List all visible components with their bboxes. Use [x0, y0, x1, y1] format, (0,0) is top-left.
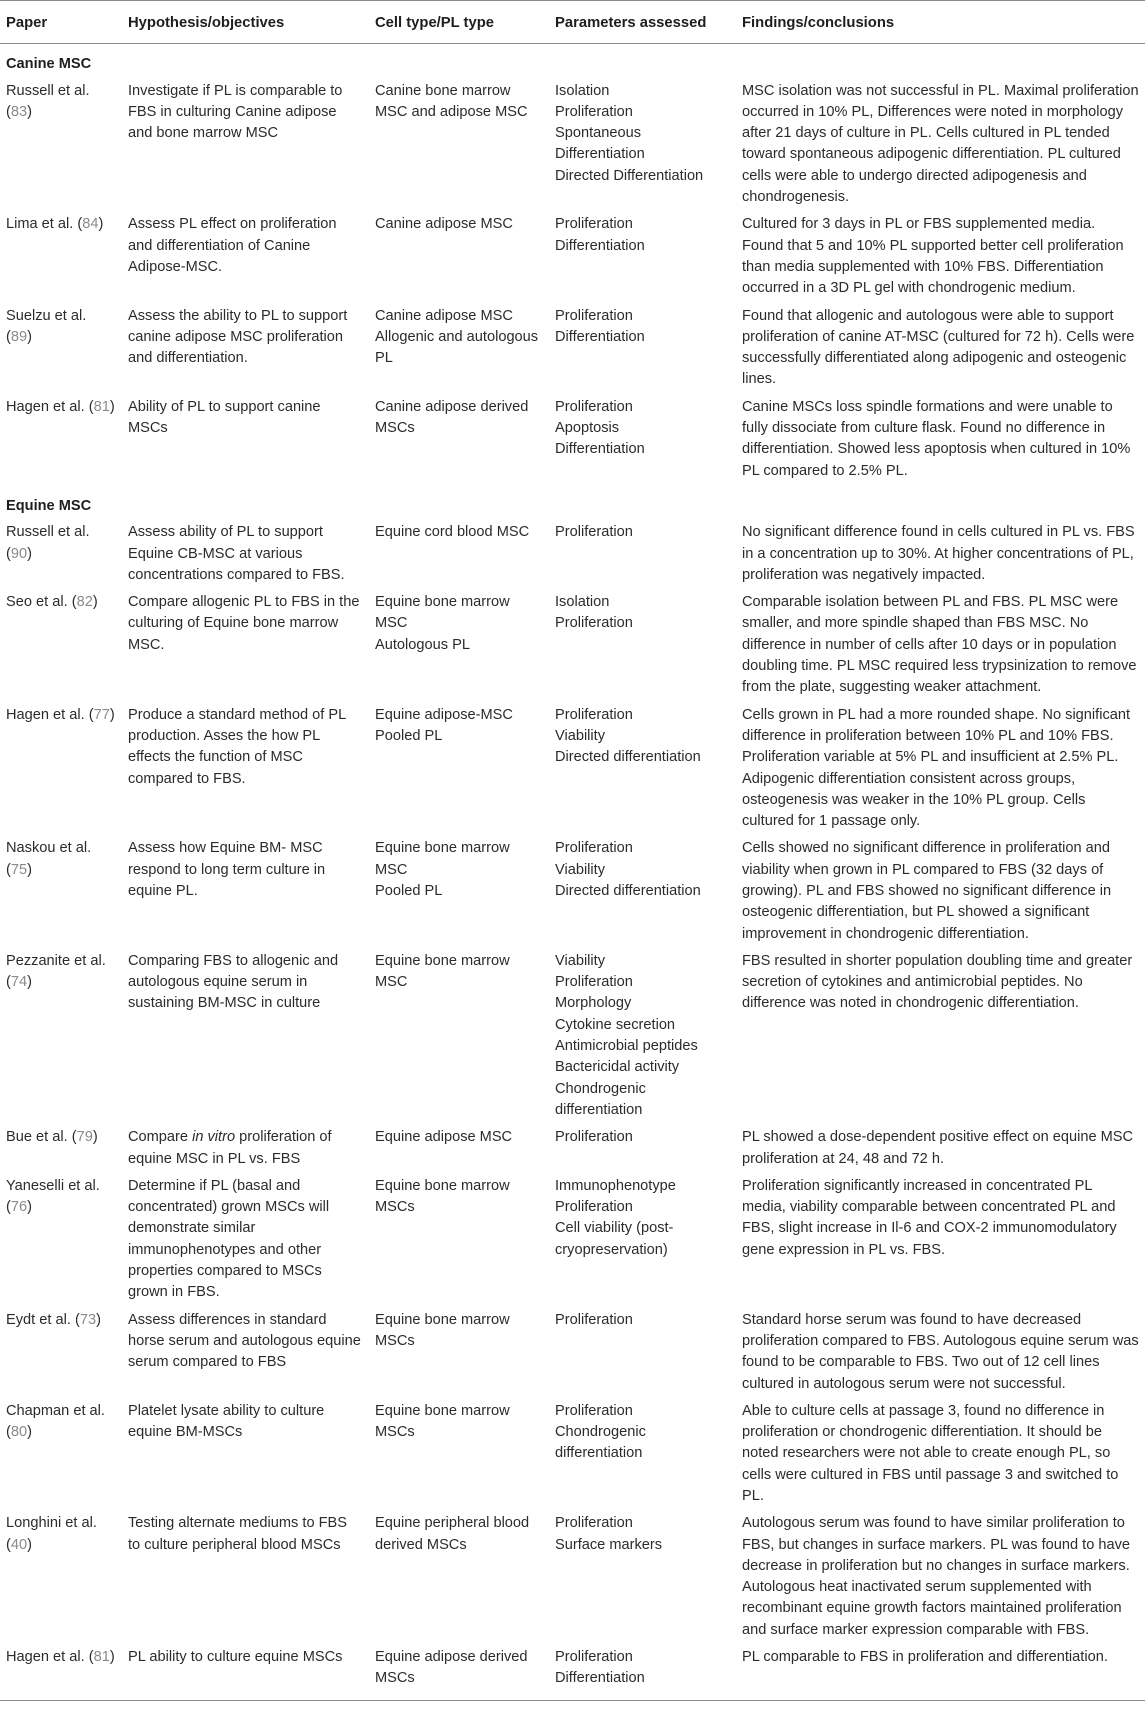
parameter-item: Antimicrobial peptides: [555, 1038, 698, 1055]
paper-author: Yaneselli et al.: [6, 1177, 100, 1194]
paper-author: Russell et al.: [6, 82, 90, 99]
findings-cell: Comparable isolation between PL and FBS. PL MSC were smaller, and more spindle shaped than FBS MSC. No difference in number of cells after 10 days or in population doubling time. PL MSC required less trypsinization to remove from the plate, suggesting weaker attachment.: [742, 594, 1137, 696]
findings-cell: MSC isolation was not successful in PL. Maximal proliferation occurred in 10% PL, Differences were noted in morphology after 21 days of culture in PL. Cells cultured in PL tended toward spontaneous adipogenic differentiation. PL cultured cells were able to undergo directed adipogenesis and chondrogenesis.: [742, 82, 1139, 206]
parameters-cell: [549, 395, 736, 486]
table-row: [0, 395, 1145, 486]
table-row: [0, 1645, 1145, 1700]
hypothesis-cell: Assess the ability to PL to support canine adipose MSC proliferation and differentiation.: [128, 307, 348, 367]
parameter-item: Viability: [555, 952, 606, 969]
findings-cell: Cultured for 3 days in PL or FBS supplemented media. Found that 5 and 10% PL supported better cell proliferation than media supplemented with 10% FBS. Differentiation occurred in a 3D PL gel with chondrogenic medium.: [742, 216, 1124, 297]
cell-type-line: Canine adipose derived MSCs: [375, 398, 529, 437]
paper-ref: 82: [76, 594, 93, 611]
paper-cell: Pezzanite et al. (74): [6, 952, 106, 991]
parameter-item: Directed differentiation: [555, 882, 701, 899]
cell-type-cell: [369, 304, 549, 395]
findings-cell: Canine MSCs loss spindle formations and were unable to fully dissociate from culture flask. Found no difference in differentiation. Showed less apoptosis when cultured in 10% PL compared to 2.5% PL.: [742, 398, 1131, 479]
cell-type-line: Canine adipose MSC: [375, 216, 513, 233]
parameters-cell: [549, 1125, 736, 1174]
parameter-item: Viability: [555, 861, 606, 878]
table-row: [0, 590, 1145, 702]
parameter-item: Proliferation: [555, 706, 633, 723]
cell-type-line: Equine peripheral blood derived MSCs: [375, 1515, 530, 1553]
findings-cell: Found that allogenic and autologous were able to support proliferation of canine AT-MSC (cultured for 72 h). Cells were successfully differentiated along adipogenic and osteogenic lines.: [742, 307, 1135, 388]
paper-cell: Longhini et al. (40): [6, 1515, 97, 1553]
cell-type-line: Equine cord blood MSC: [375, 524, 530, 541]
parameters-cell: [549, 1308, 736, 1399]
header-paper: Paper: [0, 1, 122, 44]
paper-author: Naskou et al.: [6, 840, 92, 857]
parameters-cell: [549, 212, 736, 303]
paper-author: Russell et al.: [6, 524, 90, 541]
paper-ref: 90: [10, 545, 28, 562]
parameter-item: Isolation: [555, 82, 610, 99]
paper-ref: 73: [79, 1311, 97, 1328]
paper-ref: 76: [10, 1199, 28, 1216]
cell-type-line: Canine adipose MSC: [375, 307, 513, 324]
hypothesis-cell: Ability of PL to support canine MSCs: [128, 398, 321, 437]
paper-ref: 81: [93, 1649, 110, 1666]
parameter-item: Directed differentiation: [555, 749, 701, 766]
paper-ref: 80: [10, 1424, 28, 1441]
cell-type-cell: [369, 1308, 549, 1399]
parameter-item: Surface markers: [555, 1536, 663, 1553]
parameters-cell: [549, 1174, 736, 1308]
table-body: [0, 44, 1145, 1700]
parameter-item: Bactericidal activity: [555, 1059, 680, 1076]
table-row: [0, 1399, 1145, 1511]
parameter-item: Viability: [555, 727, 606, 744]
parameter-item: Differentiation: [555, 328, 645, 345]
hypothesis-italic: in vitro: [192, 1129, 236, 1146]
parameters-cell: [549, 79, 736, 213]
paper-ref: 74: [10, 974, 28, 991]
paper-author: Lima et al.: [6, 216, 74, 233]
findings-cell: Autologous serum was found to have similar proliferation to FBS, but changes in surface markers. PL was found to have decrease in proliferation but no changes in surface markers. Autologous heat inactivated serum supplemented with recombinant equine growth factors maintained proliferation and surface marker expression comparable with FBS.: [742, 1515, 1131, 1638]
parameter-item: Immunophenotype: [555, 1177, 676, 1194]
parameter-item: Proliferation: [555, 1515, 633, 1532]
cell-type-cell: [369, 1511, 549, 1645]
table-row: [0, 520, 1145, 590]
parameters-cell: [549, 703, 736, 837]
parameter-item: Differentiation: [555, 441, 645, 458]
section-title: Equine MSC: [6, 497, 92, 514]
paper-cell: Lima et al. (84): [6, 216, 104, 233]
parameter-item: Proliferation: [555, 524, 633, 541]
paper-cell: Hagen et al. (81): [6, 398, 115, 415]
hypothesis-cell: Assess ability of PL to support Equine CB-MSC at various concentrations compared to FBS.: [128, 524, 345, 583]
cell-type-cell: [369, 79, 549, 213]
table-row: [0, 1308, 1145, 1399]
parameter-item: Proliferation: [555, 1402, 633, 1419]
cell-type-cell: [369, 1125, 549, 1174]
findings-cell: Standard horse serum was found to have decreased proliferation compared to FBS. Autologous equine serum was found to be comparable to FBS. Two out of 12 cell lines cultured in autologous serum were not successful.: [742, 1311, 1139, 1392]
header-hypothesis: Hypothesis/objectives: [122, 1, 369, 44]
cell-type-cell: [369, 949, 549, 1125]
cell-type-cell: [369, 212, 549, 303]
table-row: [0, 1511, 1145, 1645]
parameter-item: Proliferation: [555, 615, 633, 632]
cell-type-cell: [369, 836, 549, 948]
cell-type-cell: [369, 1645, 549, 1700]
paper-author: Bue et al.: [6, 1129, 68, 1146]
parameter-item: Proliferation: [555, 974, 633, 991]
cell-type-line: Equine adipose MSC: [375, 1129, 513, 1146]
table-row: [0, 703, 1145, 837]
cell-type-line: Equine bone marrow MSCs: [375, 1311, 510, 1349]
hypothesis-cell: Compare allogenic PL to FBS in the culturing of Equine bone marrow MSC.: [128, 594, 360, 653]
cell-type-cell: [369, 520, 549, 590]
header-findings: Findings/conclusions: [736, 1, 1145, 44]
hypothesis-cell: Assess PL effect on proliferation and differentiation of Canine Adipose-MSC.: [128, 216, 337, 275]
parameter-item: Proliferation: [555, 307, 633, 324]
paper-ref: 75: [10, 861, 28, 878]
hypothesis-cell: Assess differences in standard horse serum and autologous equine serum compared to FBS: [128, 1311, 361, 1371]
findings-cell: PL comparable to FBS in proliferation and differentiation.: [736, 1645, 1145, 1700]
parameters-cell: [549, 590, 736, 702]
findings-cell: FBS resulted in shorter population doubling time and greater secretion of cytokines and antimicrobial peptides. No difference was noted in chondrogenic differentiation.: [742, 952, 1133, 1012]
parameter-item: Chondrogenic differentiation: [555, 1424, 646, 1462]
paper-cell: Hagen et al. (81): [0, 1645, 122, 1700]
parameter-item: Isolation: [555, 594, 610, 611]
paper-cell: Yaneselli et al. (76): [6, 1177, 100, 1216]
table-header: [0, 1, 1145, 44]
paper-ref: 81: [93, 398, 110, 415]
hypothesis-cell: PL ability to culture equine MSCs: [122, 1645, 369, 1700]
paper-author: Longhini et al.: [6, 1515, 97, 1532]
cell-type-line: Equine bone marrow MSC: [375, 594, 510, 632]
cell-type-line: Equine adipose derived MSCs: [375, 1649, 528, 1687]
paper-cell: Suelzu et al. (89): [6, 307, 87, 345]
cell-type-cell: [369, 1399, 549, 1511]
cell-type-line: Allogenic and autologous PL: [375, 328, 539, 367]
parameters-cell: [549, 1399, 736, 1511]
section-row: [0, 44, 1145, 79]
parameter-item: Cell viability (post-cryopreservation): [555, 1220, 674, 1258]
hypothesis-cell: Investigate if PL is comparable to FBS in culturing Canine adipose and bone marrow MSC: [128, 82, 343, 142]
cell-type-cell: [369, 395, 549, 486]
paper-ref: 84: [82, 216, 99, 233]
cell-type-line: Pooled PL: [375, 727, 443, 744]
findings-cell: No significant difference found in cells cultured in PL vs. FBS in a concentration up to 30%. At higher concentrations of PL, proliferation was negatively impacted.: [742, 524, 1135, 583]
cell-type-line: Canine bone marrow MSC and adipose MSC: [375, 82, 528, 120]
paper-ref: 89: [10, 328, 28, 345]
findings-cell: Proliferation significantly increased in concentrated PL media, viability comparable between concentrated PL and FBS, slight increase in Il-6 and COX-2 immunomodulatory gene expression in PL vs. FBS.: [742, 1177, 1117, 1258]
cell-type-line: Equine bone marrow MSCs: [375, 1177, 510, 1216]
parameter-item: Proliferation: [555, 840, 633, 857]
findings-cell: Cells showed no significant difference in proliferation and viability when grown in PL compared to FBS (32 days of growing). PL and FBS showed no significant difference in osteogenic differentiation, but PL showed a significant improvement in chondrogenic differentiation.: [742, 840, 1112, 942]
parameter-item: Proliferation: [555, 1649, 633, 1666]
parameter-item: Proliferation: [555, 1199, 633, 1216]
table-row: [0, 1174, 1145, 1308]
cell-type-cell: [369, 703, 549, 837]
hypothesis-pre: Compare: [128, 1129, 193, 1146]
paper-author: Suelzu et al.: [6, 307, 87, 324]
paper-cell: Naskou et al. (75): [6, 840, 92, 878]
hypothesis-post: proliferation of equine MSC in PL vs. FBS: [128, 1129, 332, 1167]
paper-ref: 79: [76, 1129, 93, 1146]
parameters-cell: [549, 304, 736, 395]
paper-author: Chapman et al.: [6, 1402, 105, 1419]
cell-type-line: Equine bone marrow MSCs: [375, 1402, 510, 1441]
findings-cell: Able to culture cells at passage 3, found no difference in proliferation or chondrogenic differentiation. It should be noted researchers were not able to create enough PL, so cells were cultured in FBS until passage 3 and switched to PL.: [742, 1402, 1119, 1504]
header-cell-type: Cell type/PL type: [369, 1, 549, 44]
paper-cell: Russell et al. (83): [6, 82, 90, 120]
paper-cell: Seo et al. (82): [6, 594, 98, 611]
parameter-item: Proliferation: [555, 103, 633, 120]
paper-author: Hagen et al.: [6, 706, 85, 723]
hypothesis-cell: Determine if PL (basal and concentrated) grown MSCs will demonstrate similar immunophenotypes and other properties compared to MSCs grown in FBS.: [128, 1177, 330, 1301]
cell-type-line: Equine bone marrow MSC: [375, 840, 510, 878]
parameter-item: Spontaneous Differentiation: [555, 125, 645, 163]
parameter-item: Apoptosis: [555, 420, 620, 437]
parameters-cell: [549, 520, 736, 590]
cell-type-line: Pooled PL: [375, 882, 443, 899]
paper-ref: 83: [10, 103, 28, 120]
header-row: [0, 1, 1145, 44]
table-row: [0, 949, 1145, 1125]
header-parameters: Parameters assessed: [549, 1, 736, 44]
findings-cell: PL showed a dose-dependent positive effect on equine MSC proliferation at 24, 48 and 72 h.: [742, 1129, 1134, 1167]
parameter-item: Cytokine secretion: [555, 1016, 676, 1033]
cell-type-cell: [369, 1174, 549, 1308]
table-row: [0, 304, 1145, 395]
paper-cell: Russell et al. (90): [6, 524, 90, 562]
parameter-item: Proliferation: [555, 1311, 633, 1328]
paper-ref: 40: [10, 1536, 28, 1553]
cell-type-line: Equine bone marrow MSC: [375, 952, 510, 991]
parameter-item: Directed Differentiation: [555, 167, 704, 184]
findings-cell: Cells grown in PL had a more rounded shape. No significant difference in proliferation between 10% PL and 10% FBS. Proliferation variable at 5% PL and insufficient at 2.5% PL. Adipogenic differentiation consistent across groups, osteogenesis was weaker in the 10% PL group. Cells cultured for 1 passage only.: [742, 706, 1131, 830]
paper-author: Hagen et al.: [6, 398, 85, 415]
cell-type-line: Equine adipose-MSC: [375, 706, 513, 723]
table-row: [0, 1125, 1145, 1174]
parameter-item: Morphology: [555, 995, 632, 1012]
paper-author: Seo et al.: [6, 594, 68, 611]
paper-ref: 77: [93, 706, 110, 723]
hypothesis-cell: Assess how Equine BM- MSC respond to long term culture in equine PL.: [128, 840, 326, 899]
parameters-cell: [549, 836, 736, 948]
hypothesis-cell: Testing alternate mediums to FBS to culture peripheral blood MSCs: [128, 1515, 348, 1553]
parameter-item: Chondrogenic differentiation: [555, 1080, 646, 1118]
parameters-cell: [549, 949, 736, 1125]
paper-cell: Chapman et al. (80): [6, 1402, 105, 1441]
parameter-item: Proliferation: [555, 398, 633, 415]
paper-cell: Hagen et al. (77): [6, 706, 115, 723]
hypothesis-cell: Comparing FBS to allogenic and autologous equine serum in sustaining BM-MSC in culture: [128, 952, 339, 1012]
cell-type-cell: [369, 590, 549, 702]
section-row: [0, 486, 1145, 520]
paper-cell: Bue et al. (79): [6, 1129, 98, 1146]
parameters-cell: [549, 1511, 736, 1645]
hypothesis-cell: Platelet lysate ability to culture equine BM-MSCs: [128, 1402, 325, 1441]
paper-author: Pezzanite et al.: [6, 952, 106, 969]
parameters-cell: [549, 1645, 736, 1700]
table-row: [0, 79, 1145, 213]
parameter-item: Differentiation: [555, 1670, 645, 1687]
table-row: [0, 836, 1145, 948]
paper-author: Eydt et al.: [6, 1311, 71, 1328]
hypothesis-cell: [122, 1125, 369, 1174]
table-row: [0, 212, 1145, 303]
parameter-item: Proliferation: [555, 1129, 633, 1146]
parameter-item: Differentiation: [555, 237, 645, 254]
hypothesis-cell: Produce a standard method of PL production. Asses the how PL effects the function of MSC compared to FBS.: [128, 706, 346, 787]
section-title: Canine MSC: [6, 56, 92, 73]
paper-author: Hagen et al.: [6, 1649, 85, 1666]
paper-cell: Eydt et al. (73): [6, 1311, 101, 1328]
parameter-item: Proliferation: [555, 216, 633, 233]
cell-type-line: Autologous PL: [375, 636, 470, 653]
